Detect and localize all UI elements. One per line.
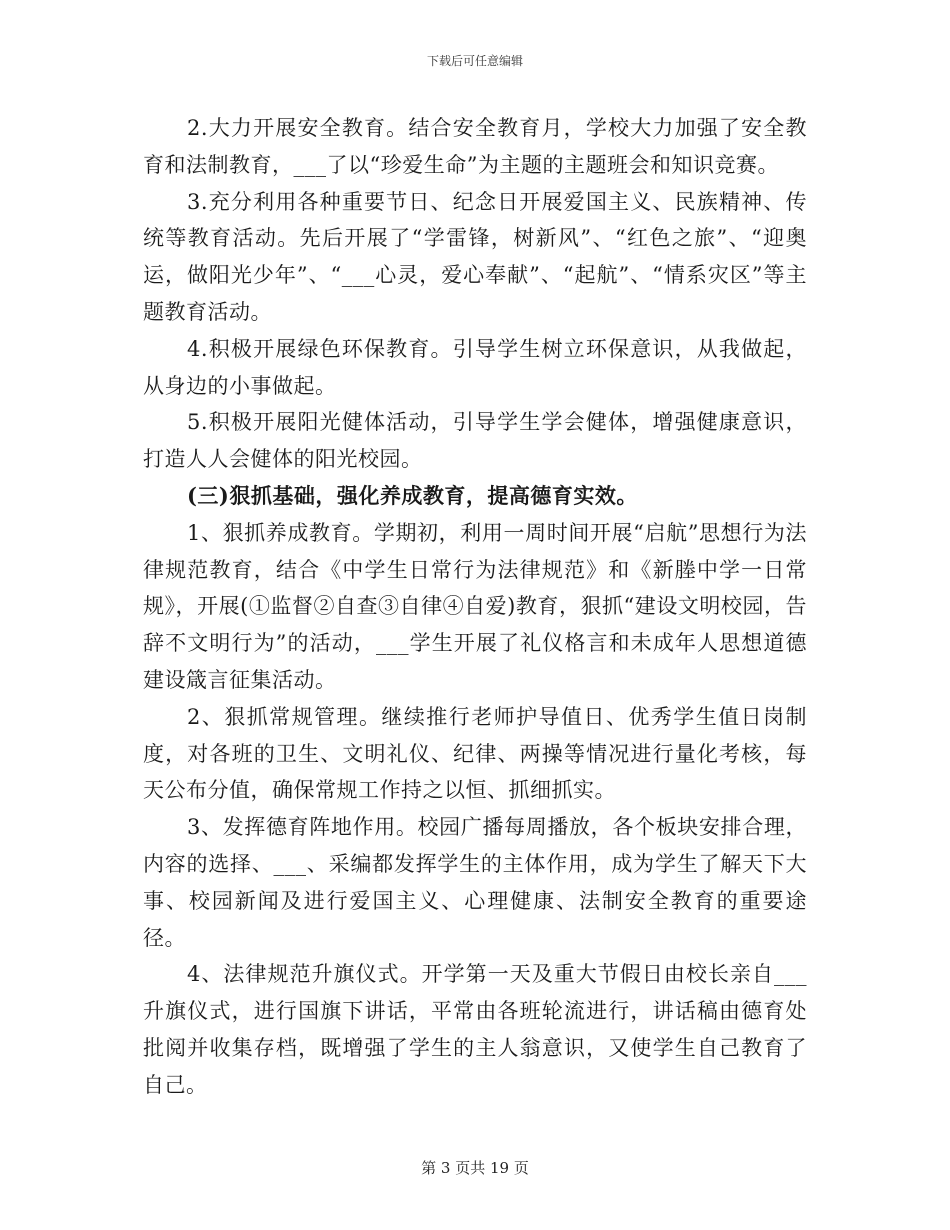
paragraph-routine-management: 2、狠抓常规管理。继续推行老师护导值日、优秀学生值日岗制度，对各班的卫生、文明礼仪、纪律、两操等情况进行量化考核，每天公布分值，确保常规工作持之以恒、抓细抓实。 (143, 704, 807, 803)
paragraph-festival-education: 3.充分利用各种重要节日、纪念日开展爱国主义、民族精神、传统等教育活动。先后开展了“学雷锋，树新风”、“红色之旅”、“迎奥运，做阳光少年”、“___心灵，爱心奉献”、“起航”、“情系灾区”等主题教育活动。 (143, 189, 807, 324)
document-body (143, 110, 807, 1104)
paragraph-safety-education: 2.大力开展安全教育。结合安全教育月，学校大力加强了安全教育和法制教育，___了以“珍爱生命”为主题的主题班会和知识竞赛。 (143, 116, 807, 177)
paragraph-flag-ceremony: 4、法律规范升旗仪式。开学第一天及重大节假日由校长亲自___升旗仪式，进行国旗下讲话，平常由各班轮流进行，讲话稿由德育处批阅并收集存档，既增强了学生的主人翁意识，又使学生自己教育了自己。 (143, 962, 807, 1097)
page-number: 第 3 页共 19 页 (421, 1159, 529, 1177)
paragraph-fitness-activity: 5.积极开展阳光健体活动，引导学生学会健体，增强健康意识，打造人人会健体的阳光校园。 (143, 410, 807, 472)
paragraph-green-education: 4.积极开展绿色环保教育。引导学生树立环保意识，从我做起，从身边的小事做起。 (143, 336, 807, 398)
section-heading: (三)狠抓基础，强化养成教育，提高德育实效。 (187, 482, 638, 508)
paragraph-habit-education: 1、狠抓养成教育。学期初，利用一周时间开展“启航”思想行为法律规范教育，结合《中学生日常行为法律规范》和《新塍中学一日常规》，开展(①监督②自查③自律④自爱)教育，狠抓“建设文明校园，告辞不文明行为”的活动，___学生开展了礼仪格言和未成年人思想道德建设箴言征集活动。 (143, 520, 807, 692)
page-header: 下载后可任意编辑 (426, 54, 523, 68)
paragraph-broadcast: 3、发挥德育阵地作用。校园广播每周播放，各个板块安排合理，内容的选择、___、采编都发挥学生的主体作用，成为学生了解天下大事、校园新闻及进行爱国主义、心理健康、法制安全教育的重要途径。 (143, 815, 807, 950)
